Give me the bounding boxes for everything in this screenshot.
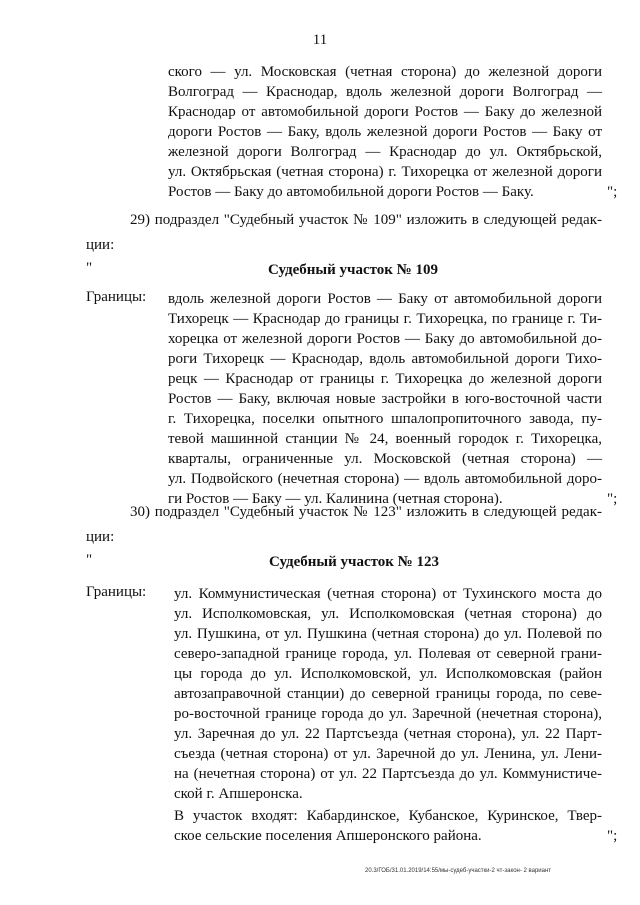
text-line: северо-западной границе города, ул. Полевая от северной грани- <box>174 646 602 662</box>
text-line: Тихорецк — Краснодар до границы г. Тихорецка, по границе г. Ти- <box>168 311 602 327</box>
text-line: ское сельские поселения Апшеронского района. <box>174 828 482 844</box>
text-line: рецк — Краснодар от границы г. Тихорецка до железной дороги <box>168 371 602 387</box>
text-line: автозаправочной станции) до северной границы города, по севе- <box>174 686 602 702</box>
text-line: В участок входят: Кабардинское, Кубанское, Куринское, Твер- <box>174 808 602 824</box>
opening-quote-mark: " <box>86 260 93 276</box>
amendment-item-29-cont: ции: <box>86 237 115 253</box>
document-footer-code: 20.3/ГОБ/31.01.2019/14:55/мы-судеб-участки-2 чт-закон- 2 вариант <box>365 868 552 874</box>
borders-label: Границы: <box>86 584 147 600</box>
text-line: Краснодар от автомобильной дороги Ростов — Баку до железной <box>168 104 602 120</box>
text-line: железной дороги Волгоград — Краснодар до ул. Октябрьской, <box>168 144 602 160</box>
text-line: Ростов — Баку, включая новые застройки в юго-восточной части <box>168 391 602 407</box>
text-line: съезда (четная сторона) от ул. Заречной до ул. Ленина, ул. Лени- <box>174 746 602 762</box>
section-title-123: Судебный участок № 123 <box>269 554 440 570</box>
closing-quote-mark: "; <box>607 491 618 507</box>
text-line: ской г. Апшеронска. <box>174 786 303 802</box>
borders-label: Границы: <box>86 289 147 305</box>
amendment-item-30: 30) подраздел "Судебный участок № 123" изложить в следующей редак- <box>130 504 602 520</box>
text-line: ул. Подвойского (нечетная сторона) — вдоль автомобильной доро- <box>168 471 602 487</box>
section-title-109: Судебный участок № 109 <box>268 262 439 278</box>
text-line: роги Тихорецк — Краснодар, вдоль автомобильной дороги Тихо- <box>168 351 602 367</box>
text-line: цы города до ул. Исполкомовской, ул. Исполкомовская (район <box>174 666 602 682</box>
text-line: ро-восточной границе города до ул. Заречной (нечетная сторона), <box>174 706 602 722</box>
text-line: кварталы, ограниченные ул. Московской (четная сторона) — <box>168 451 602 467</box>
opening-quote-mark: " <box>86 552 93 568</box>
text-line: тевой машинной станции № 24, военный городок г. Тихорецка, <box>168 431 602 447</box>
text-line: на (нечетная сторона) от ул. 22 Партсъезда до ул. Коммунистиче- <box>174 766 602 782</box>
text-line: ул. Пушкина, от ул. Пушкина (четная сторона) до ул. Полевой по <box>174 626 602 642</box>
amendment-item-29: 29) подраздел "Судебный участок № 109" изложить в следующей редак- <box>130 212 602 228</box>
amendment-item-30-cont: ции: <box>86 529 115 545</box>
closing-quote-mark: "; <box>607 184 618 200</box>
text-line: ул. Заречная до ул. 22 Партсъезда (четная сторона), ул. 22 Парт- <box>174 726 602 742</box>
closing-quote-mark: "; <box>607 828 618 844</box>
text-line: вдоль железной дороги Ростов — Баку от автомобильной дороги <box>168 291 602 307</box>
text-line: ского — ул. Московская (четная сторона) до железной дороги <box>168 64 602 80</box>
text-line: ул. Октябрьская (четная сторона) г. Тихорецка от железной дороги <box>168 164 602 180</box>
page-number: 11 <box>312 32 328 48</box>
text-line: хорецка от железной дороги Ростов — Баку до автомобильной до- <box>168 331 602 347</box>
text-line: Волгоград — Краснодар, вдоль железной дороги Волгоград — <box>168 84 602 100</box>
text-line: ги Ростов — Баку — ул. Калинина (четная сторона). <box>168 491 503 507</box>
text-line: ул. Исполкомовская, ул. Исполкомовская (четная сторона) до <box>174 606 602 622</box>
text-line: Ростов — Баку до автомобильной дороги Ростов — Баку. <box>168 184 534 200</box>
text-line: дороги Ростов — Баку, вдоль железной дороги Ростов — Баку от <box>168 124 602 140</box>
text-line: ул. Коммунистическая (четная сторона) от Тухинского моста до <box>174 586 602 602</box>
text-line: г. Тихорецка, поселки опытного шпалопропиточного завода, пу- <box>168 411 602 427</box>
